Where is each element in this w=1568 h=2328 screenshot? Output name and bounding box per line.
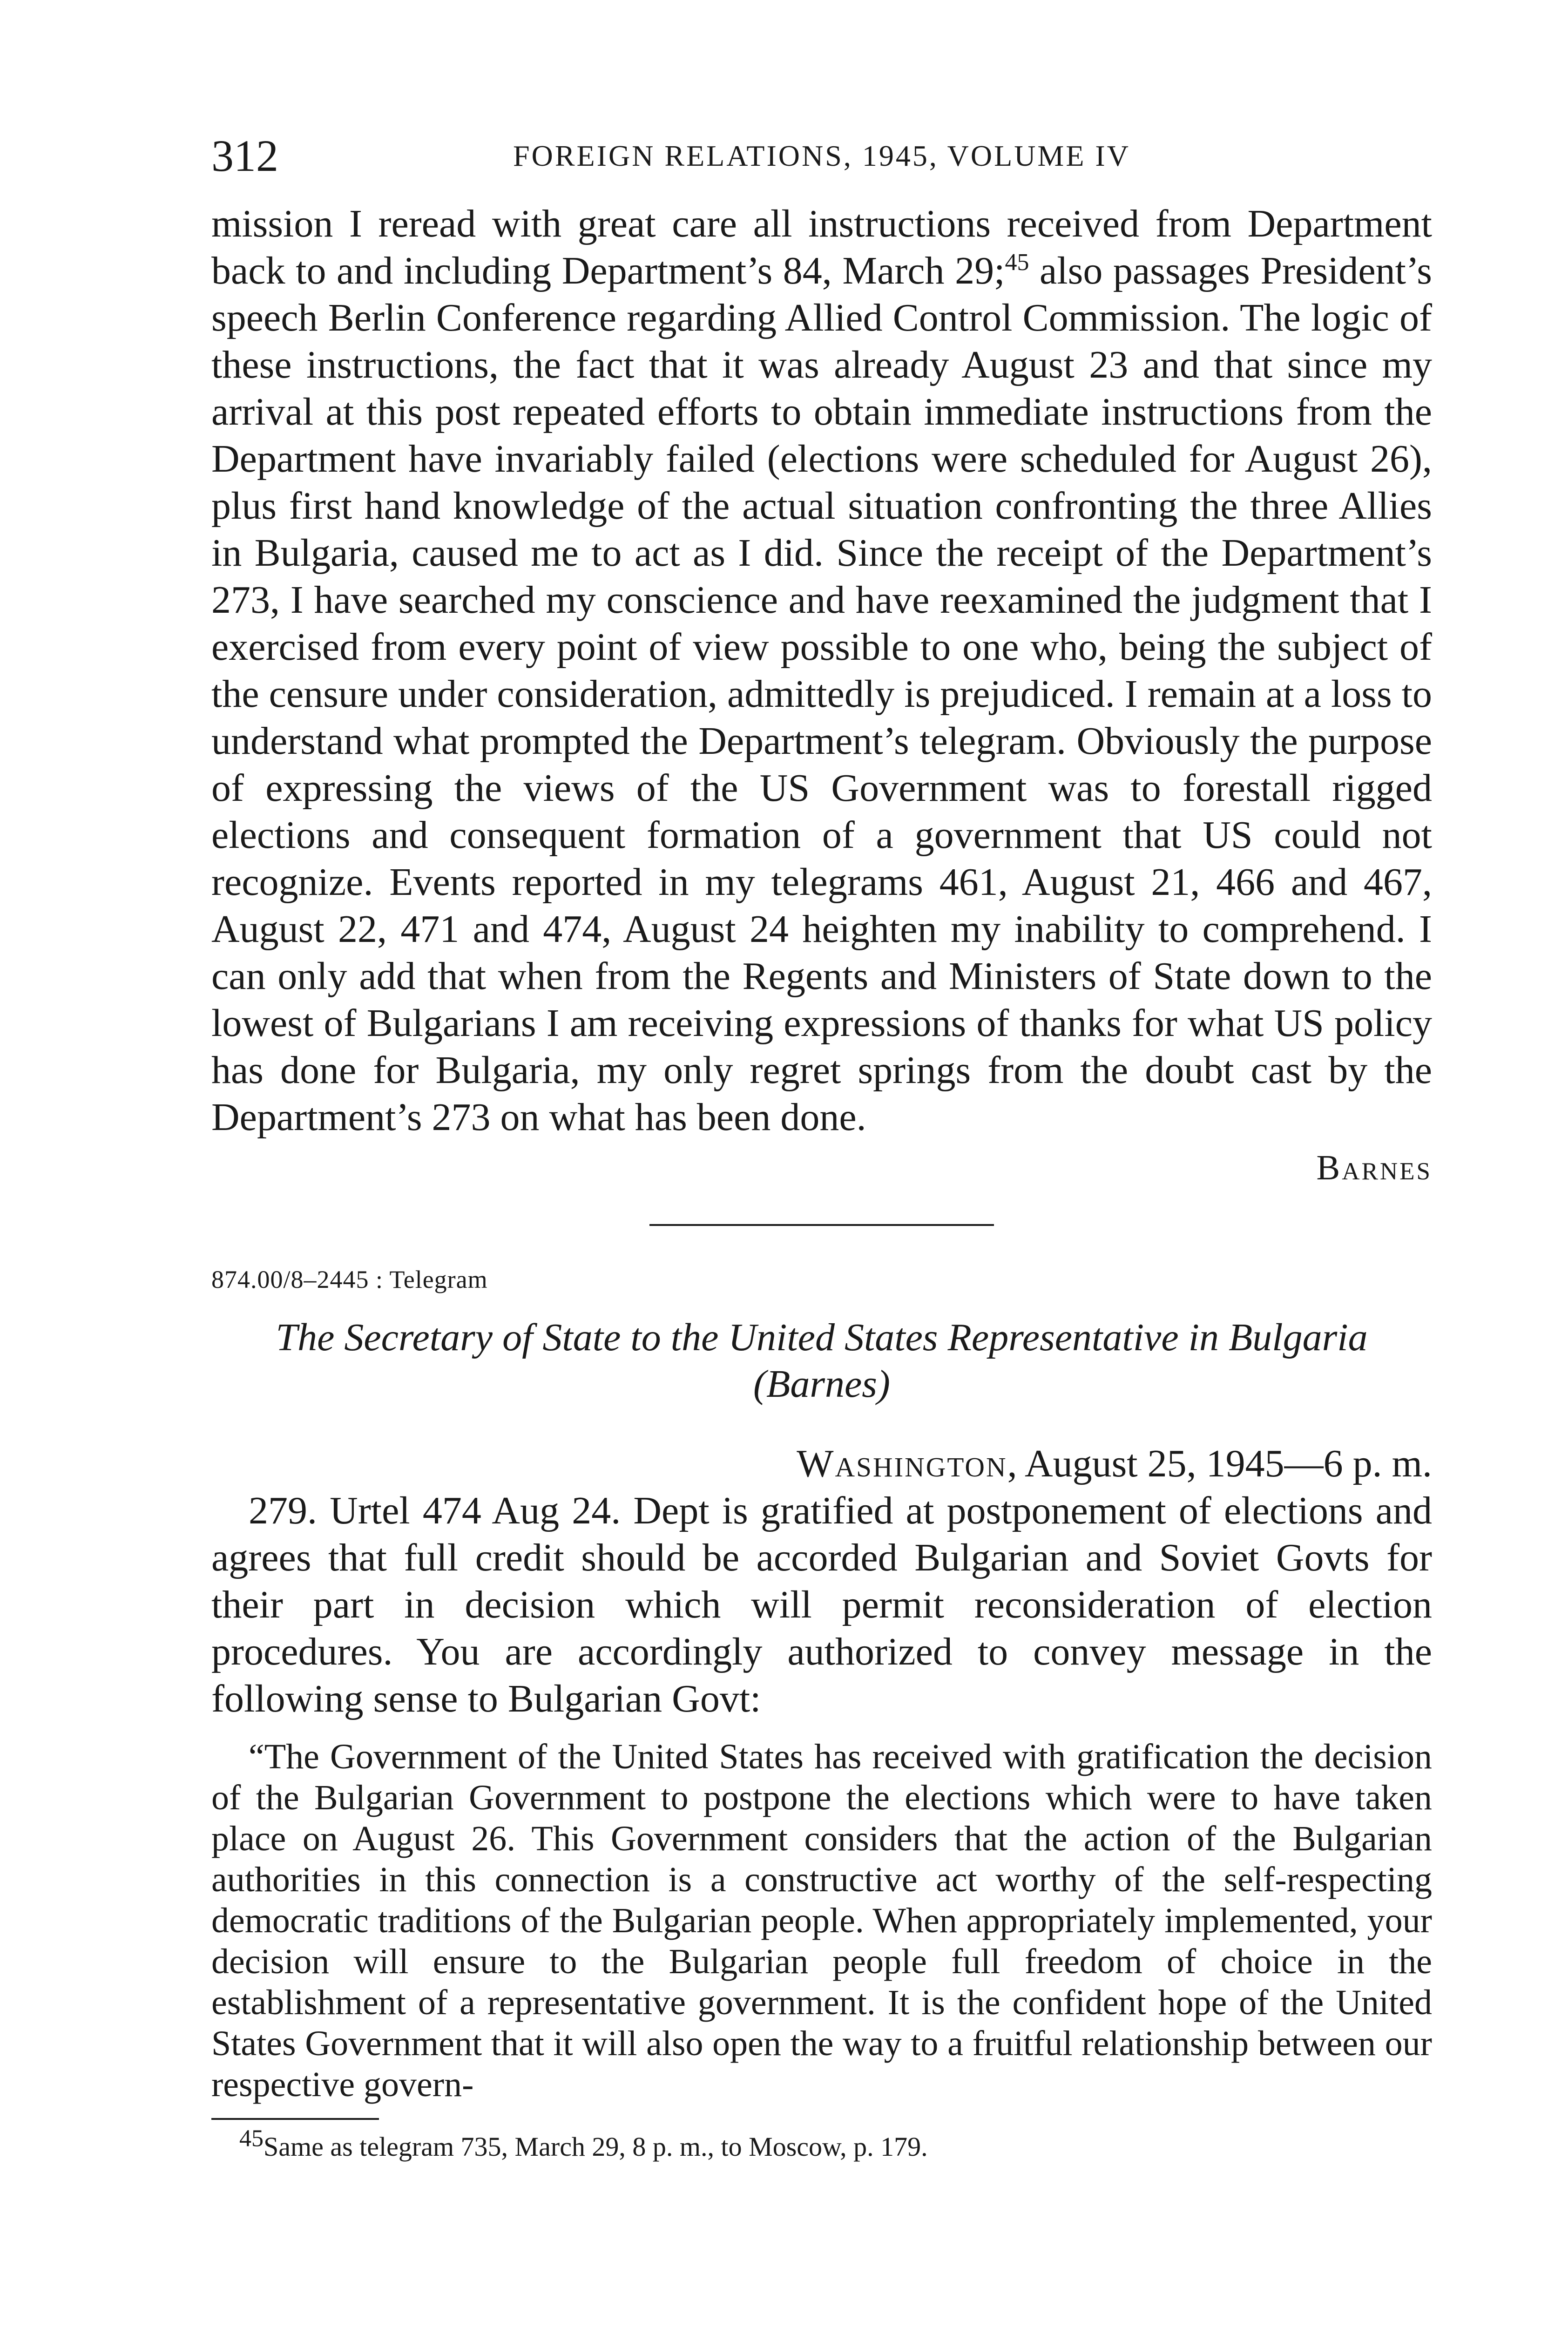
dateline xyxy=(211,1440,1432,1487)
continued-text-part2: also passages President’s speech Berlin Conference regarding Allied Control Commission. The logic of these instructions, the fact that it was already August 23 and that since my arrival at this post repeated efforts to obtain immediate instructions from the Department have invariably failed (elections were scheduled for August 26), plus first hand knowledge of the actual situation confronting the three Allies in Bulgaria, caused me to act as I did. Since the receipt of the Department’s 273, I have searched my conscience and have reexamined the judgment that I exercised from every point of view possible to one who, being the subject of the censure under consideration, admittedly is prejudiced. I remain at a loss to understand what prompted the Department’s telegram. Obviously the purpose of expressing the views of the US Government was to forestall rigged elections and consequent formation of a government that US could not recognize. Events reported in my telegrams 461, August 21, 466 and 467, August 22, 471 and 474, August 24 heighten my inability to comprehend. I can only add that when from the Regents and Ministers of State down to the lowest of Bulgarians I am receiving expressions of thanks for what US policy has done for Bulgaria, my only regret springs from the doubt cast by the Department’s 273 on what has been done. xyxy=(211,249,1432,1139)
footnote-divider xyxy=(211,2118,379,2120)
document-title: The Secretary of State to the United States Representative in Bulgaria (Barnes) xyxy=(276,1316,1368,1406)
running-head xyxy=(211,130,1432,182)
footnote-text: Same as telegram 735, March 29, 8 p. m., to Moscow, p. 179. xyxy=(264,2132,928,2162)
telegram-paragraph: 279. Urtel 474 Aug 24. Dept is gratified at postponement of elections and agrees that full credit should be accorded Bulgarian and Soviet Govts for their part in decision which will permit reconsideration of election procedures. You are accordingly authorized to convey message in the following sense to Bulgarian Govt: xyxy=(211,1489,1432,1720)
continued-text-part1: mission I reread with great care all instructions received from Department back to and including Department’s 84, March 29; xyxy=(211,202,1432,292)
file-reference: 874.00/8–2445 : Telegram xyxy=(211,1266,488,1293)
footnote-number: 45 xyxy=(239,2125,264,2152)
dateline-date: , August 25, 1945—6 p. m. xyxy=(1007,1442,1432,1485)
footnote-reference: 45 xyxy=(1005,249,1029,276)
quoted-message: “The Government of the United States has received with gratification the decision of the Bulgarian Government to postpone the elections which were to have taken place on August 26. This Government considers that the action of the Bulgarian authorities in this connection is a constructive act worthy of the self-respecting democratic traditions of the Bulgarian people. When appropriately implemented, your decision will ensure to the Bulgarian people full freedom of choice in the establishment of a representative government. It is the confident hope of the United States Government that it will also open the way to a fruitful relationship between our respective govern- xyxy=(211,1737,1432,2104)
signature: Barnes xyxy=(1316,1148,1432,1187)
section-divider xyxy=(649,1224,994,1226)
page-number: 312 xyxy=(211,131,278,181)
running-title: FOREIGN RELATIONS, 1945, VOLUME IV xyxy=(513,139,1130,172)
footnote xyxy=(211,2125,1432,2166)
continued-paragraph xyxy=(211,200,1432,1141)
page xyxy=(211,130,1432,2166)
dateline-place: Washington xyxy=(797,1442,1007,1485)
